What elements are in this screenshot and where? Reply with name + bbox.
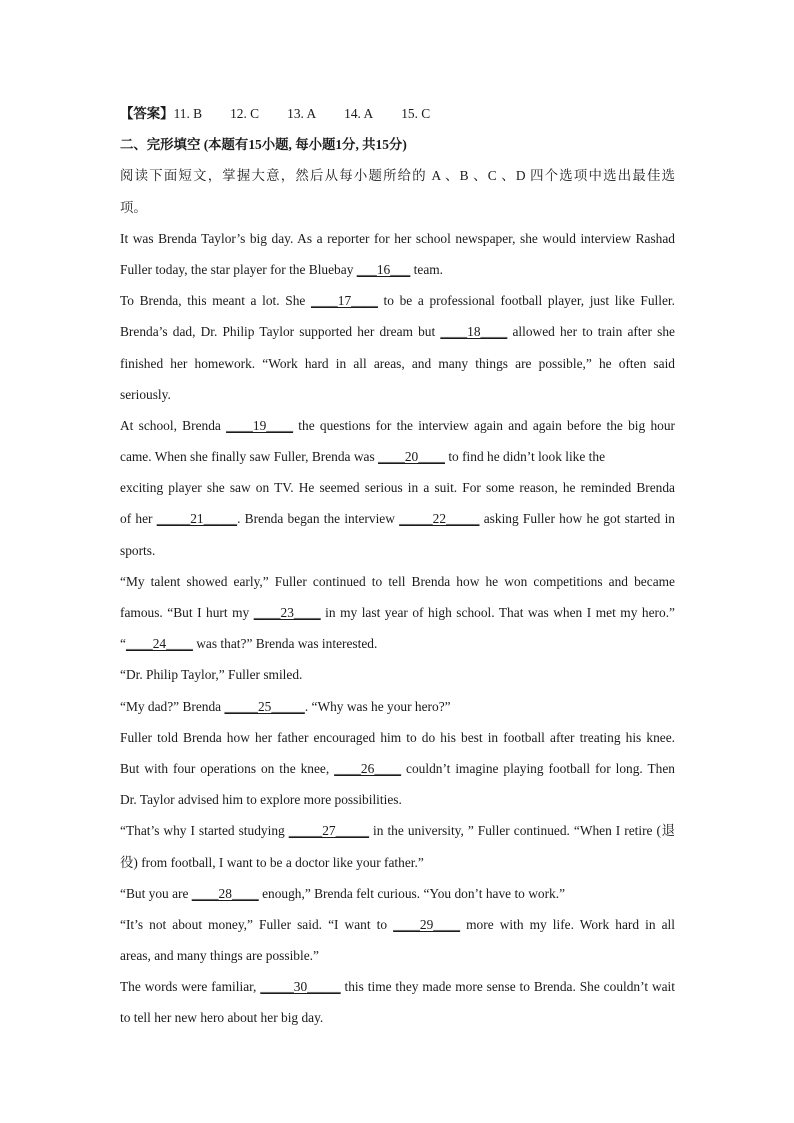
passage-line: Dr. Taylor advised him to explore more possibilities.	[120, 792, 402, 808]
passage-line: “But you are ____28____ enough,” Brenda felt curious. “You don’t have to work.”	[120, 885, 566, 901]
answer-item: 11. B	[173, 106, 203, 121]
answer-item: 15. C	[401, 106, 431, 121]
passage-line: 役) from football, I want to be a doctor like your father.”	[120, 854, 424, 870]
instruction-line: 项。	[120, 199, 147, 215]
passage-line: famous. “But I hurt my ____23____ in my last year of high school. That was when I met my hero.”	[120, 605, 675, 620]
blank-24: ____24____	[125, 636, 193, 652]
blank-19: ____19____	[226, 417, 294, 433]
passage-line: seriously.	[120, 386, 171, 402]
blank-27: _____27_____	[288, 823, 370, 839]
answer-item: 14. A	[344, 106, 374, 121]
passage-line: “____24____ was that?” Brenda was interested.	[120, 636, 378, 652]
answer-label: 【答案】	[120, 106, 174, 121]
passage-line: Fuller today, the star player for the Bluebay ___16___ team.	[120, 261, 444, 277]
section-heading: 二、完形填空 (本题有15小题, 每小题1分, 共15分)	[120, 137, 407, 153]
answer-item: 13. A	[287, 106, 317, 121]
blank-20: ____20____	[378, 449, 445, 465]
instruction-line: 阅读下面短文，掌握大意，然后从每小题所给的 A 、B 、C 、D 四个选项中选出最佳选	[120, 168, 675, 184]
passage-line: to tell her new hero about her big day.	[120, 1010, 324, 1026]
blank-22: _____22_____	[399, 511, 480, 527]
passage-line: exciting player she saw on TV. He seemed serious in a suit. For some reason, he reminded Brenda	[120, 480, 675, 496]
answer-key	[120, 98, 675, 129]
passage-line: Brenda’s dad, Dr. Philip Taylor supported her dream but ____18____ allowed her to train after she	[120, 324, 675, 340]
passage-line: “That’s why I started studying _____27_____ in the university, ” Fuller continued. “When I retire (退	[120, 823, 675, 839]
passage-line: The words were familiar, _____30_____ this time they made more sense to Brenda. She couldn’t wait	[120, 979, 676, 995]
blank-29: ____29____	[393, 916, 461, 932]
blank-26: ____26____	[334, 760, 402, 776]
passage-line: came. When she finally saw Fuller, Brenda was ____20____ to find he didn’t look like the	[120, 449, 606, 465]
blank-25: _____25_____	[224, 698, 305, 714]
passage-line: It was Brenda Taylor’s big day. As a reporter for her school newspaper, she would interview Rashad	[120, 230, 675, 246]
passage-line: sports.	[120, 542, 156, 558]
passage-line: “Dr. Philip Taylor,” Fuller smiled.	[120, 667, 303, 683]
document-page	[120, 98, 675, 1034]
blank-21: _____21_____	[156, 511, 238, 527]
passage-line: But with four operations on the knee, ____26____ couldn’t imagine playing football for long. Then	[120, 760, 675, 776]
passage-line: areas, and many things are possible.”	[120, 948, 319, 964]
blank-17: ____17____	[310, 293, 378, 309]
passage-line: “It’s not about money,” Fuller said. “I want to ____29____ more with my life. Work hard in all	[120, 916, 675, 932]
blank-18: ____18____	[440, 324, 508, 340]
blank-30: _____30_____	[260, 979, 341, 995]
passage-line: At school, Brenda ____19____ the questions for the interview again and again before the big hour	[120, 417, 675, 433]
answer-item: 12. C	[230, 106, 260, 121]
blank-16: ___16___	[356, 261, 411, 277]
passage-line: “My talent showed early,” Fuller continued to tell Brenda how he won competitions and became	[120, 573, 675, 589]
blank-28: ____28____	[191, 885, 259, 901]
passage-line: “My dad?” Brenda _____25_____. “Why was he your hero?”	[120, 698, 451, 714]
passage-line: finished her homework. “Work hard in all areas, and many things are possible,” he often said	[120, 355, 675, 371]
passage-line: To Brenda, this meant a lot. She ____17____ to be a professional football player, just like Fuller.	[120, 293, 676, 309]
passage-line: of her _____21_____. Brenda began the interview _____22_____ asking Fuller how he got started in	[120, 511, 675, 527]
passage-line: Fuller told Brenda how her father encouraged him to do his best in football after treating his knee.	[120, 729, 675, 745]
blank-23: ____23____	[253, 605, 321, 620]
